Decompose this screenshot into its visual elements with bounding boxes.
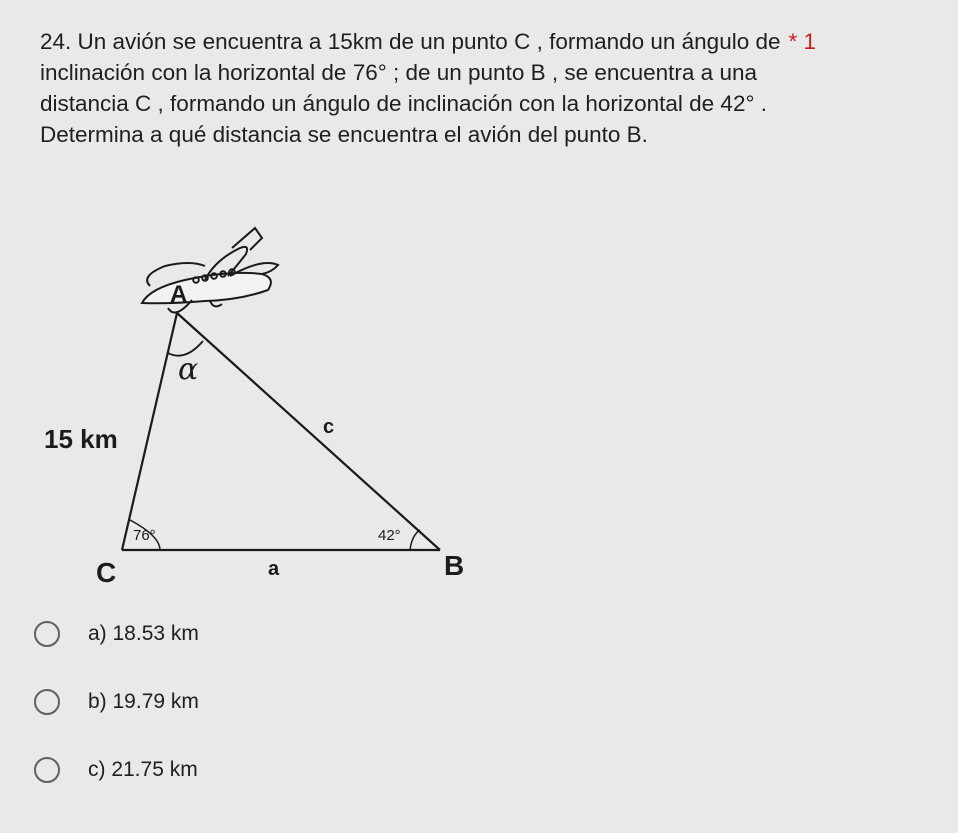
vertex-a-label: A [170,281,188,308]
option-c-label: c) 21.75 km [88,758,198,781]
side-hyp-label: c [323,416,335,438]
vertex-c-label: C [96,557,117,588]
required-mark: * 1 [788,29,817,54]
question-text [40,26,950,150]
answer-options [34,618,199,822]
question-line-4: Determina a qué distancia se encuentra el avión del punto B. [40,122,648,147]
option-b-label: b) 19.79 km [88,690,199,713]
side-ab-line [177,313,440,550]
triangle-figure [0,200,520,600]
radio-option-a[interactable] [34,621,60,647]
side-left-label: 15 km [44,424,118,454]
side-base-label: a [268,558,280,580]
question-line-1 [40,26,950,57]
angle-c-label: 76° [133,527,156,544]
option-b[interactable] [34,686,199,718]
alpha-label: α [178,352,199,387]
question-line-1-text: 24. Un avión se encuentra a 15km de un punto C , formando un ángulo de [40,29,781,54]
angle-b-label: 42° [378,527,401,544]
triangle-diagram [0,200,520,600]
side-ca-line [122,313,177,550]
radio-option-c[interactable] [34,757,60,783]
question-line-2: inclinación con la horizontal de 76° ; de un punto B , se encuentra a una [40,60,757,85]
angle-b-arc [410,530,420,550]
vertex-b-label: B [444,550,465,581]
option-a[interactable] [34,618,199,650]
option-c[interactable] [34,754,199,786]
question-line-3: distancia C , formando un ángulo de inclinación con la horizontal de 42° . [40,91,767,116]
radio-option-b[interactable] [34,689,60,715]
option-a-label: a) 18.53 km [88,622,199,645]
airplane-icon [142,228,278,313]
